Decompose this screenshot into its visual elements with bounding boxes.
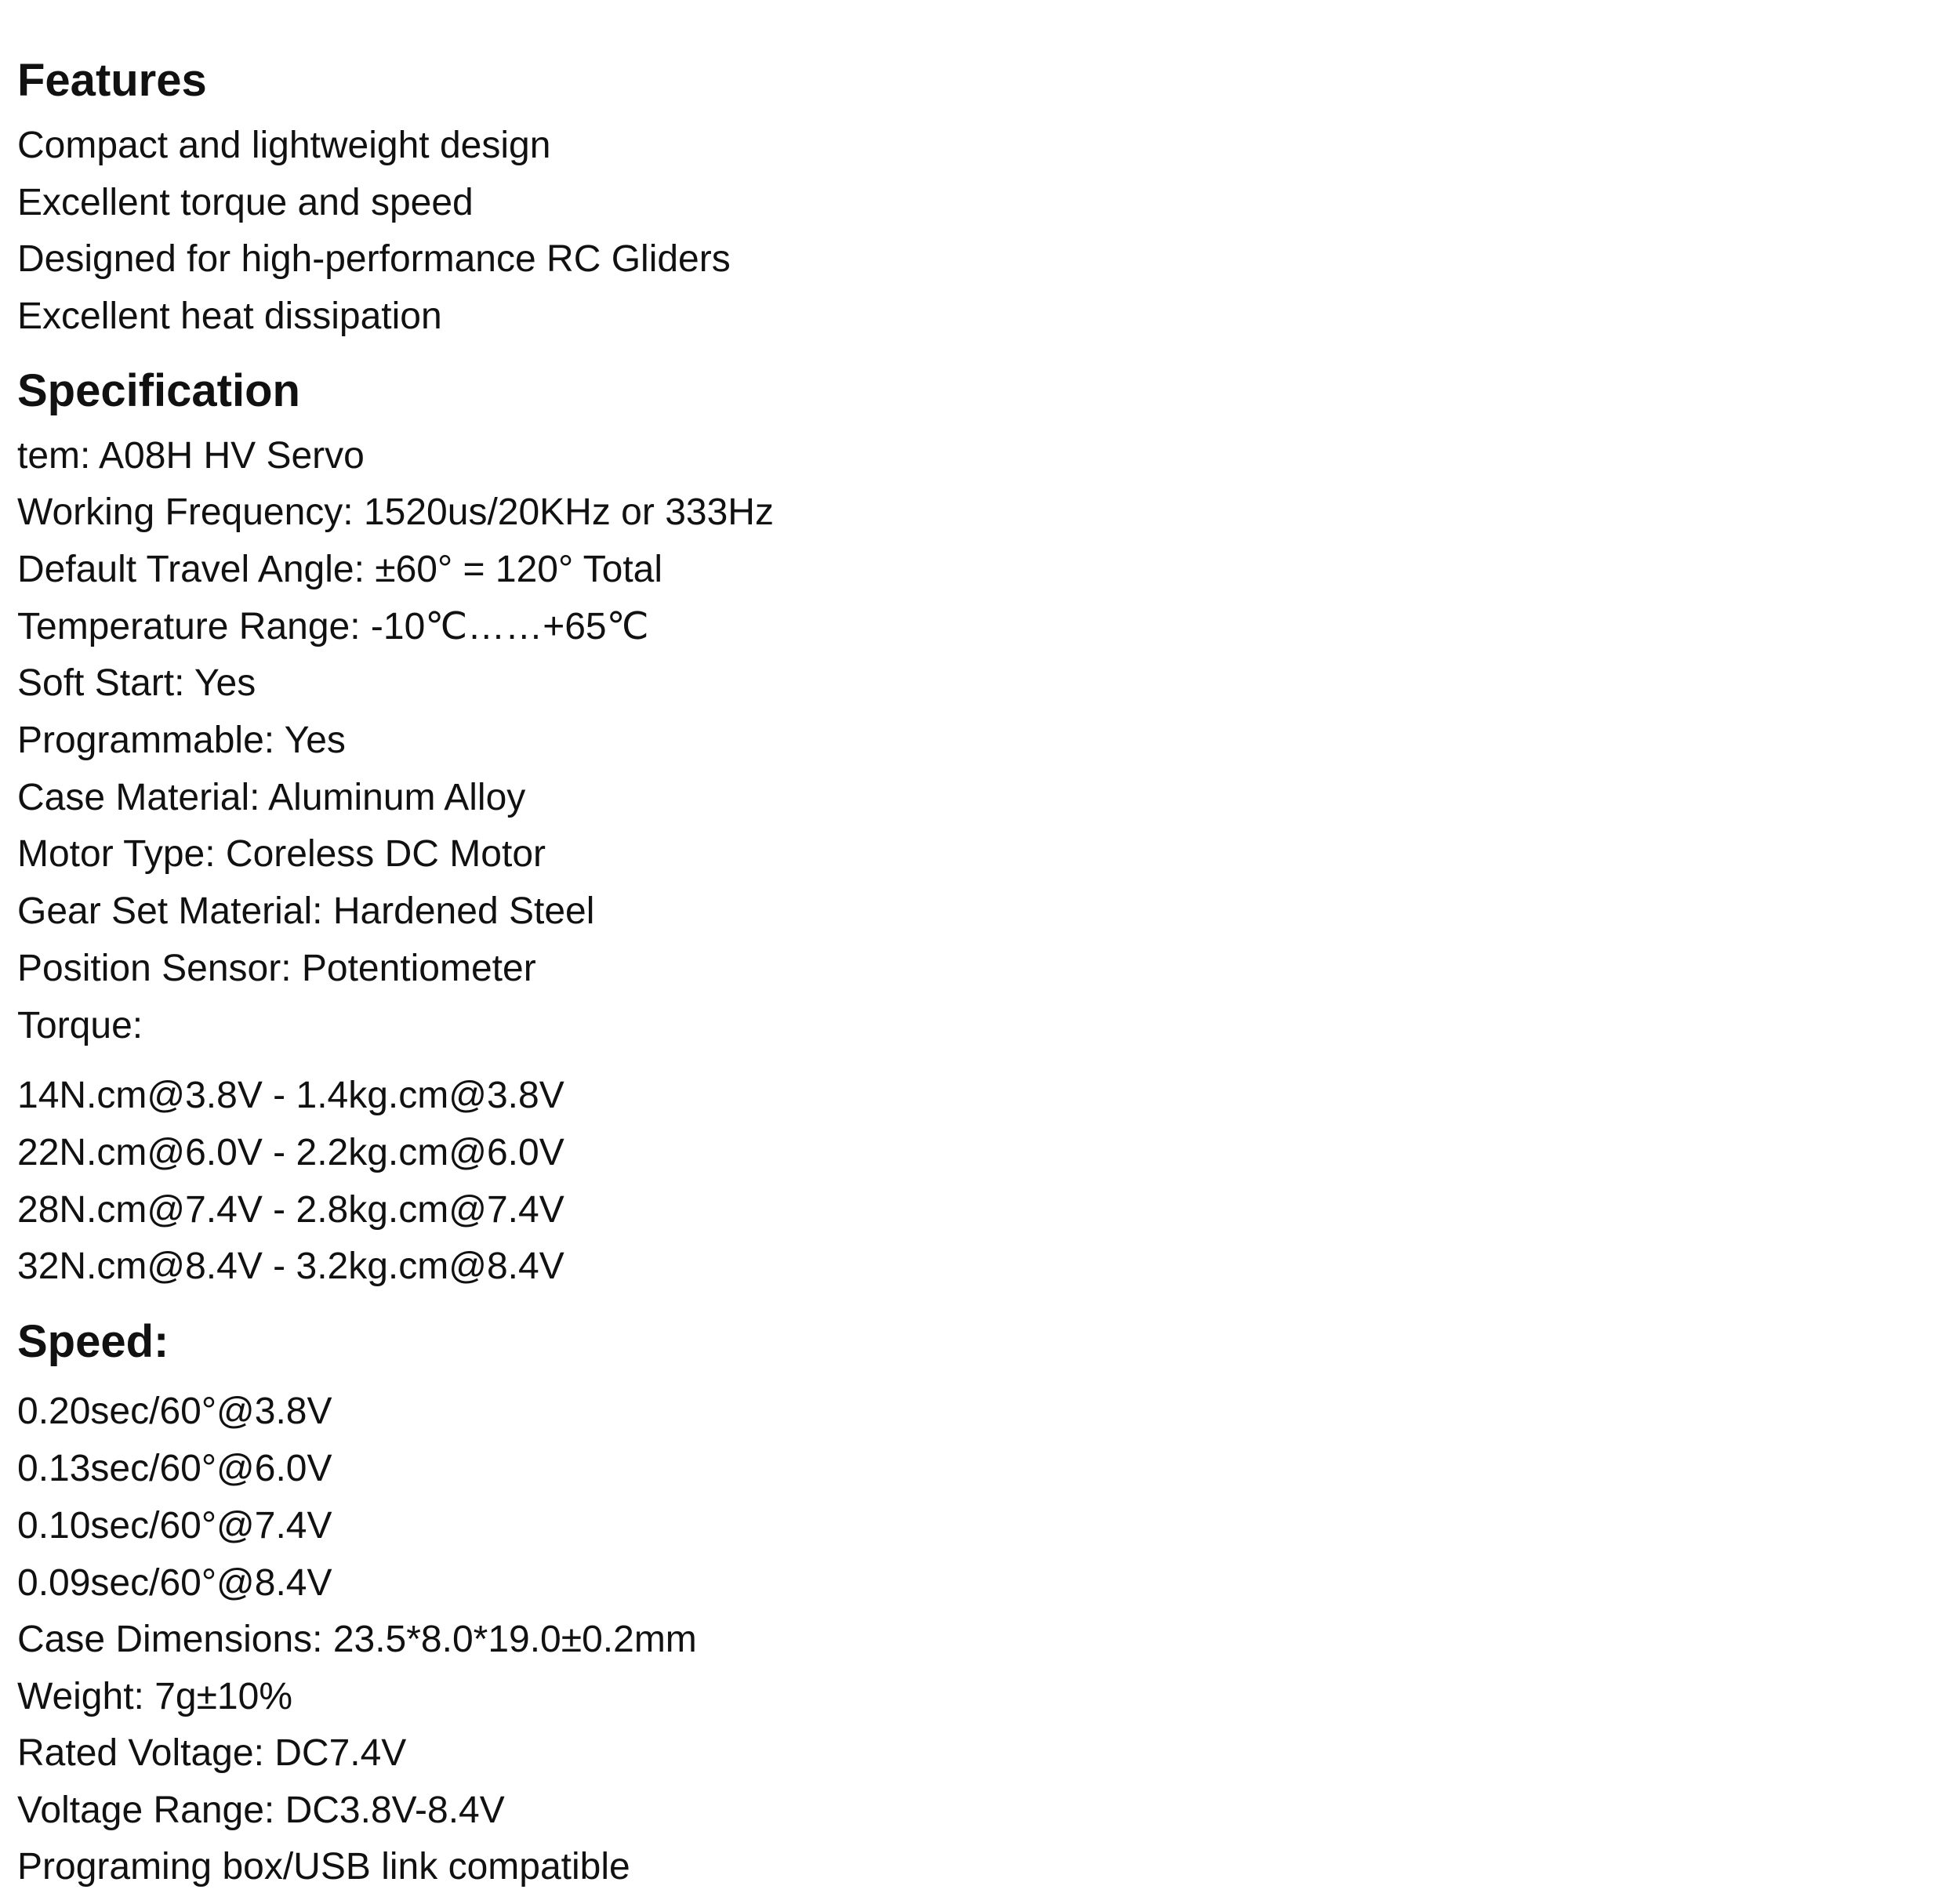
spec-item: tem: A08H HV Servo — [17, 435, 365, 477]
feature-item: Compact and lightweight design — [17, 125, 551, 166]
torque-item: 28N.cm@7.4V - 2.8kg.cm@7.4V — [17, 1189, 564, 1231]
spec-item: Working Frequency: 1520us/20KHz or 333Hz — [17, 491, 774, 533]
speed-item: 0.20sec/60°@3.8V — [17, 1391, 332, 1432]
spec-item: Motor Type: Coreless DC Motor — [17, 833, 546, 875]
speed-item: 0.10sec/60°@7.4V — [17, 1505, 332, 1547]
speed-item: 0.13sec/60°@6.0V — [17, 1448, 332, 1489]
speed-heading: Speed: — [17, 1316, 169, 1367]
feature-item: Excellent torque and speed — [17, 182, 474, 223]
spec-item-torque-label: Torque: — [17, 1005, 143, 1046]
spec-item: Programmable: Yes — [17, 720, 346, 761]
feature-item: Excellent heat dissipation — [17, 296, 442, 337]
features-heading: Features — [17, 55, 207, 106]
speed-item: Case Dimensions: 23.5*8.0*19.0±0.2mm — [17, 1619, 697, 1660]
spec-item: Gear Set Material: Hardened Steel — [17, 890, 595, 932]
spec-item: Soft Start: Yes — [17, 662, 256, 704]
spec-item: Temperature Range: -10℃……+65℃ — [17, 606, 649, 647]
spec-item: Default Travel Angle: ±60° = 120° Total — [17, 549, 663, 590]
feature-item: Designed for high-performance RC Gliders — [17, 238, 731, 280]
speed-item: 0.09sec/60°@8.4V — [17, 1562, 332, 1604]
torque-item: 22N.cm@6.0V - 2.2kg.cm@6.0V — [17, 1132, 564, 1173]
torque-item: 32N.cm@8.4V - 3.2kg.cm@8.4V — [17, 1246, 564, 1287]
spec-item: Case Material: Aluminum Alloy — [17, 777, 526, 818]
speed-item: Voltage Range: DC3.8V-8.4V — [17, 1790, 505, 1831]
torque-item: 14N.cm@3.8V - 1.4kg.cm@3.8V — [17, 1075, 564, 1116]
speed-item: Weight: 7g±10% — [17, 1676, 292, 1717]
speed-item: Rated Voltage: DC7.4V — [17, 1732, 407, 1774]
spec-item: Position Sensor: Potentiometer — [17, 948, 536, 989]
specification-heading: Specification — [17, 365, 300, 416]
speed-item: Programing box/USB link compatible — [17, 1846, 630, 1888]
